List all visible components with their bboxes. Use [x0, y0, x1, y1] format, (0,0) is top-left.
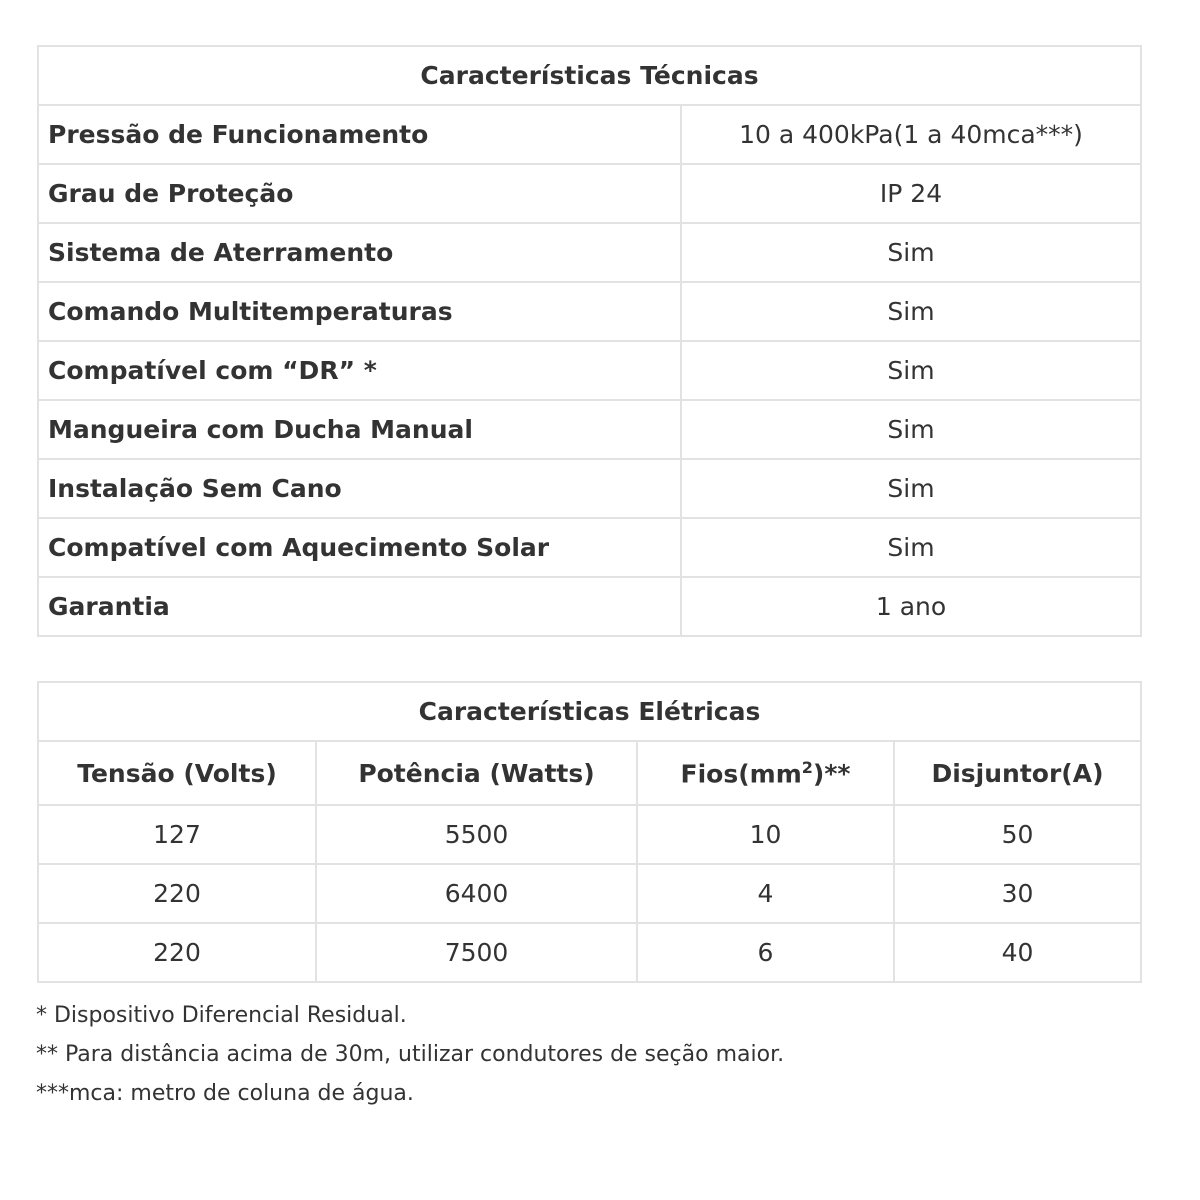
power-cell: 7500	[316, 923, 637, 982]
table-row	[38, 164, 1141, 223]
spec-value: Sim	[681, 341, 1141, 400]
wires-header-suffix: )**	[812, 759, 851, 789]
spec-label: Grau de Proteção	[38, 164, 681, 223]
table-row	[38, 805, 1141, 864]
table-row	[38, 282, 1141, 341]
table-row	[38, 864, 1141, 923]
table-row	[38, 223, 1141, 282]
voltage-header: Tensão (Volts)	[38, 741, 316, 805]
spec-label: Sistema de Aterramento	[38, 223, 681, 282]
table-row	[38, 923, 1141, 982]
table-row	[38, 400, 1141, 459]
spec-label: Pressão de Funcionamento	[38, 105, 681, 164]
table-row	[38, 518, 1141, 577]
spec-value: Sim	[681, 459, 1141, 518]
wires-header-prefix: Fios(mm	[680, 759, 802, 789]
spec-label: Garantia	[38, 577, 681, 636]
breaker-header: Disjuntor(A)	[894, 741, 1141, 805]
table-row	[38, 341, 1141, 400]
spec-label: Comando Multitemperaturas	[38, 282, 681, 341]
footnote: ***mca: metro de coluna de água.	[36, 1081, 414, 1106]
footnote: * Dispositivo Diferencial Residual.	[36, 1003, 407, 1028]
spec-label: Mangueira com Ducha Manual	[38, 400, 681, 459]
header-row	[38, 741, 1141, 805]
technical-specs-title: Características Técnicas	[38, 46, 1141, 105]
table-row	[38, 459, 1141, 518]
spec-label: Compatível com Aquecimento Solar	[38, 518, 681, 577]
spec-value: Sim	[681, 223, 1141, 282]
wires-cell: 4	[637, 864, 894, 923]
power-cell: 6400	[316, 864, 637, 923]
footnote: ** Para distância acima de 30m, utilizar condutores de seção maior.	[36, 1042, 785, 1067]
voltage-cell: 220	[38, 923, 316, 982]
wires-header	[637, 741, 894, 805]
spec-label: Compatível com “DR” *	[38, 341, 681, 400]
footnotes	[36, 1000, 784, 1117]
electrical-specs-table	[37, 681, 1142, 983]
table-row	[38, 105, 1141, 164]
table-row	[38, 577, 1141, 636]
electrical-specs-title: Características Elétricas	[38, 682, 1141, 741]
spec-value: Sim	[681, 282, 1141, 341]
power-cell: 5500	[316, 805, 637, 864]
wires-cell: 10	[637, 805, 894, 864]
spec-value: Sim	[681, 518, 1141, 577]
voltage-cell: 220	[38, 864, 316, 923]
breaker-cell: 30	[894, 864, 1141, 923]
voltage-cell: 127	[38, 805, 316, 864]
spec-value: IP 24	[681, 164, 1141, 223]
wires-cell: 6	[637, 923, 894, 982]
breaker-cell: 50	[894, 805, 1141, 864]
technical-specs-table	[37, 45, 1142, 637]
wires-header-superscript: 2	[801, 757, 813, 777]
spec-label: Instalação Sem Cano	[38, 459, 681, 518]
spec-value: 1 ano	[681, 577, 1141, 636]
power-header: Potência (Watts)	[316, 741, 637, 805]
breaker-cell: 40	[894, 923, 1141, 982]
spec-value: Sim	[681, 400, 1141, 459]
spec-value: 10 a 400kPa(1 a 40mca***)	[681, 105, 1141, 164]
